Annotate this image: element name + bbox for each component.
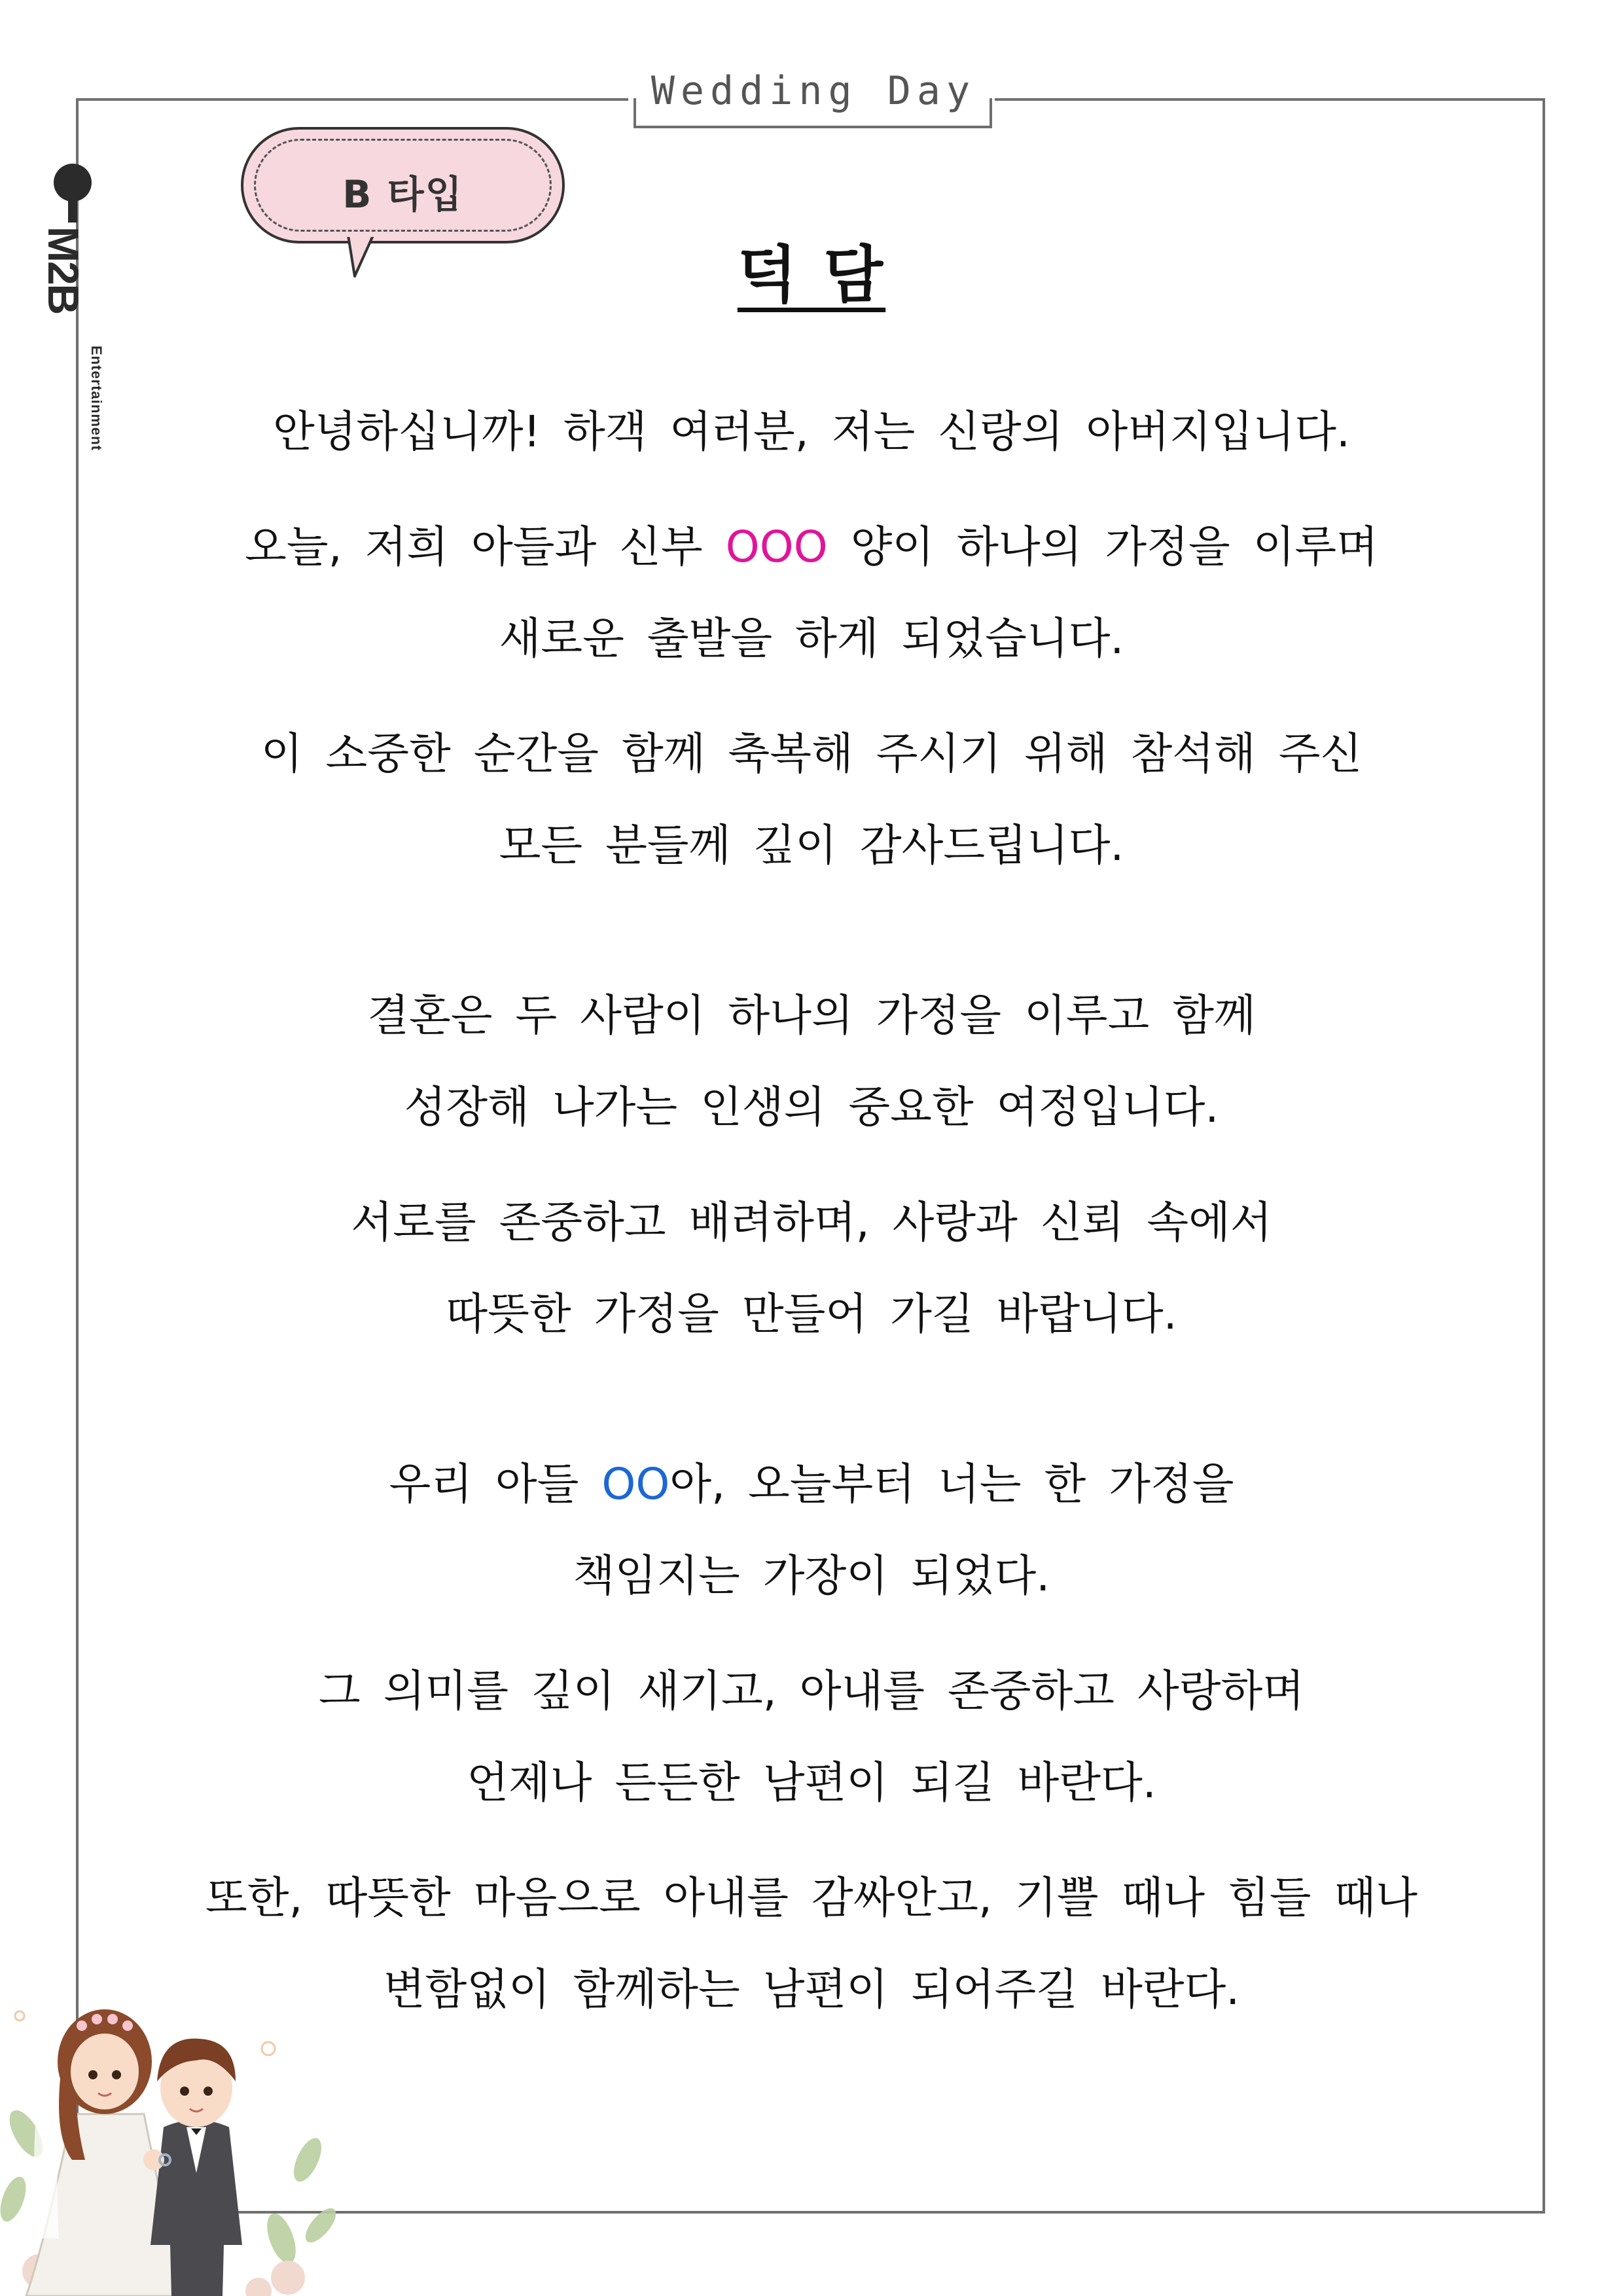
body-line-post: 아, 오늘부터 너는 한 가정을 — [669, 1459, 1234, 1509]
body-line: 책임지는 가장이 되었다. — [573, 1551, 1050, 1601]
logo-text: M2B — [39, 226, 88, 314]
logo-subtext: Entertainment — [88, 346, 105, 451]
body-line: 언제나 든든한 남편이 되길 바란다. — [467, 1757, 1156, 1808]
body-line-post: 양이 하나의 가정을 이루며 — [827, 522, 1378, 572]
body-line: 변함없이 함께하는 남편이 되어주길 바란다. — [383, 1964, 1240, 2015]
body-line: 따뜻한 가정을 만들어 가길 바랍니다. — [446, 1289, 1177, 1339]
bride-name-placeholder: OOO — [725, 522, 828, 572]
document-title — [0, 225, 1623, 314]
body-line-pre: 오늘, 저희 아들과 신부 — [245, 522, 726, 572]
body-line: 모든 분들께 깊이 감사드립니다. — [499, 820, 1124, 870]
body-line: 안녕하십니까! 하객 여러분, 저는 신랑의 아버지입니다. — [273, 406, 1350, 457]
header-title: Wedding Day — [648, 68, 979, 114]
body-line: 이 소중한 순간을 함께 축복해 주시기 위해 참석해 주신 — [260, 728, 1363, 779]
son-name-placeholder: OO — [601, 1459, 670, 1509]
body-line — [0, 1458, 1623, 1511]
badge-label: B 타입 — [342, 172, 463, 217]
body-line: 결혼은 두 사람이 하나의 가정을 이루고 함께 — [367, 990, 1256, 1041]
document-title-text: 덕 담 — [737, 240, 886, 311]
body-line: 성장해 나가는 인생의 중요한 여정입니다. — [404, 1082, 1219, 1132]
body-line: 새로운 출발을 하게 되었습니다. — [499, 613, 1124, 664]
microphone-stand — [68, 196, 77, 223]
body-line: 그 의미를 깊이 새기고, 아내를 존중하고 사랑하며 — [319, 1666, 1304, 1716]
body-line: 서로를 존중하고 배려하며, 사랑과 신뢰 속에서 — [351, 1197, 1272, 1247]
body-line-pre: 우리 아들 — [389, 1459, 602, 1509]
wedding-couple-illustration — [0, 1964, 340, 2296]
body-line — [0, 521, 1623, 573]
body-line: 또한, 따뜻한 마음으로 아내를 감싸안고, 기쁠 때나 힘들 때나 — [205, 1873, 1418, 1923]
